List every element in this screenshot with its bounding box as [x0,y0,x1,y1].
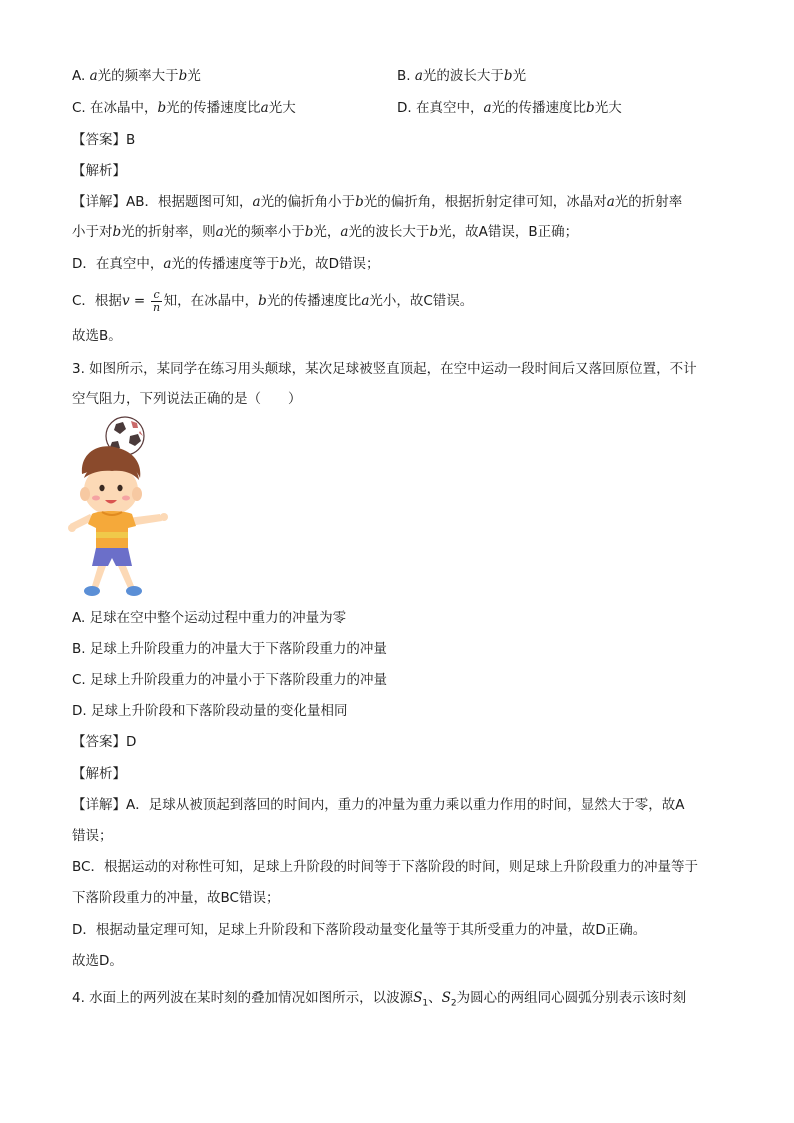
option-c: C. 足球上升阶段重力的冲量小于下落阶段重力的冲量 [72,672,388,688]
boy-heading-ball-image [68,414,174,600]
detail-line: BC．根据运动的对称性可知，足球上升阶段的时间等于下落阶段的时间，则足球上升阶段重力的冲量等于 [72,859,698,875]
answer-line: 【答案】D [72,734,137,750]
option-a: A. a光的频率大于b光 [72,68,201,84]
formula-lhs: v [121,293,130,309]
question-stem: 3. 如图所示，某同学在练习用头颠球，某次足球被竖直顶起，在空中运动一段时间后又落回原位置，不计 [72,361,697,377]
option-b: B. 足球上升阶段重力的冲量大于下落阶段重力的冲量 [72,641,387,657]
detail-line: D．根据动量定理可知，足球上升阶段和下落阶段动量变化量等于其所受重力的冲量，故D正确。 [72,922,647,938]
conclusion: 故选B。 [72,328,122,344]
question-stem: 空气阻力，下列说法正确的是（ ） [72,391,302,407]
option-b: B. a光的波长大于b光 [397,68,527,84]
detail-line: 小于对b光的折射率，则a光的频率小于b光，a光的波长大于b光，故A错误，B正确； [72,224,579,240]
detail-line: C．根据v = $\frac{c}{n}$ 知，在冰晶中，b光的传播速度比a光小，故C错误。 [72,287,474,314]
detail-line: D．在真空中，a光的传播速度等于b光，故D错误； [72,256,380,272]
detail-line: 下落阶段重力的冲量，故BC错误； [72,890,280,906]
option-a: A. 足球在空中整个运动过程中重力的冲量为零 [72,610,347,626]
option-c: C. 在冰晶中，b光的传播速度比a光大 [72,100,296,116]
detail-line: 错误； [72,828,113,844]
analysis-label: 【解析】 [72,163,126,179]
conclusion: 故选D。 [72,953,123,969]
boy-heading-ball-illustration [68,414,174,600]
question-stem: 4. 水面上的两列波在某时刻的叠加情况如图所示，以波源$S_1$、$S_2$为圆心的两组同心圆弧分别表示该时刻 [72,990,687,1009]
fraction: $\frac{c}{n}$ [153,287,161,314]
answer-line: 【答案】B [72,132,136,148]
detail-line: 【详解】A．足球从被顶起到落回的时间内，重力的冲量为重力乘以重力作用的时间，显然大于零，故A [72,797,685,813]
analysis-label: 【解析】 [72,766,126,782]
detail-line: 【详解】AB．根据题图可知，a光的偏折角小于b光的偏折角，根据折射定律可知，冰晶对a光的折射率 [72,194,683,210]
option-d: D. 足球上升阶段和下落阶段动量的变化量相同 [72,703,348,719]
option-d: D. 在真空中，a光的传播速度比b光大 [397,100,622,116]
